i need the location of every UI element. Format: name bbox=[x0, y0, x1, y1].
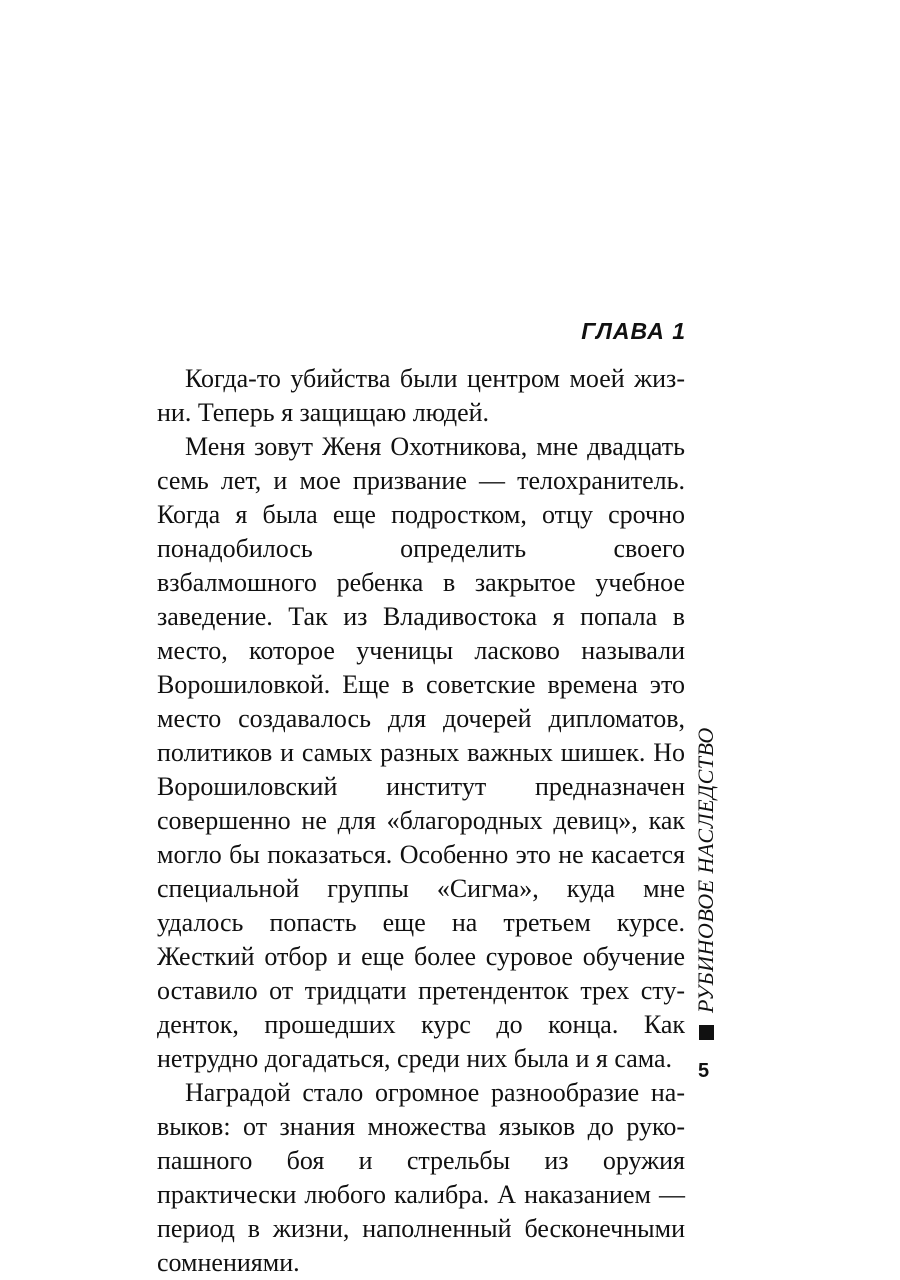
paragraph-1: Когда-то убийства были центром моей жизни. Теперь я защищаю людей. bbox=[157, 364, 685, 427]
running-title bbox=[693, 727, 719, 1040]
running-title-text: РУБИНОВОЕ НАСЛЕДСТВО bbox=[693, 727, 718, 1013]
chapter-title: ГЛАВА 1 bbox=[581, 318, 686, 344]
page-number: 5 bbox=[698, 1060, 710, 1082]
square-marker-icon bbox=[699, 1025, 714, 1040]
paragraph-3: Наградой стало огромное разнообразие навыков: от знания множества языков до рукопашного боя и стрельбы из оружия практически любого калибра. А наказанием — период в жизни, наполненный бесконечными сомнениями. bbox=[157, 1078, 685, 1277]
paragraph-2: Меня зовут Женя Охотникова, мне двадцать семь лет, и мое призвание — телохранитель. Когда я была еще подростком, отцу срочно понадобилось определить своего взбалмошного ребенка в закрытое учебное заведение. Так из Владивостока я попала в место, которое ученицы ласково называли Ворошиловкой. Еще в советские времена это место создавалось для дочерей дипломатов, политиков и самых разных важных шишек. Но Ворошиловский институт предназначен совершенно не для «благородных девиц», как могло бы показаться. Особенно это не касается специальной группы «Сигма», куда мне удалось попасть еще на третьем курсе. Жесткий отбор и еще более суровое обучение оставило от тридцати претенденток трех студенток, прошедших курс до конца. Как нетрудно догадаться, среди них была и я сама. bbox=[157, 432, 685, 1073]
body-text bbox=[157, 362, 685, 1280]
